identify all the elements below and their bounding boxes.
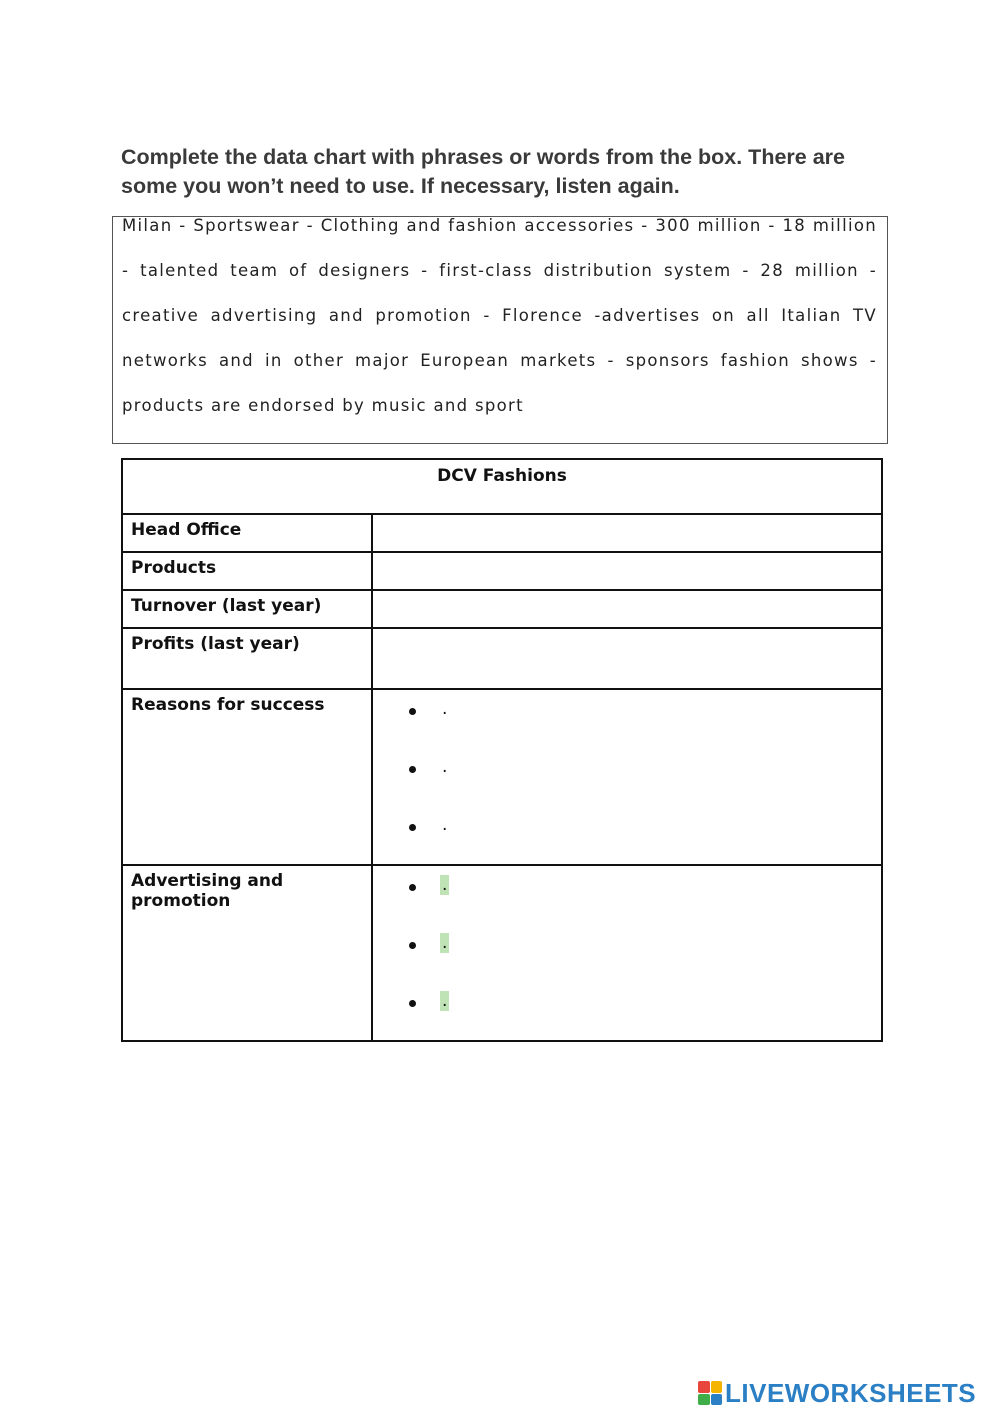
logo-text: LIVEWORKSHEETS (725, 1377, 977, 1408)
profits-label: Profits (last year) (122, 628, 372, 689)
bullet-icon (409, 766, 416, 773)
advertising-blank-2[interactable]: . (442, 933, 448, 953)
list-item (409, 982, 881, 1040)
bullet-icon (409, 942, 416, 949)
advertising-label: Advertising and promotion (122, 865, 372, 1041)
word-box-text: Milan - Sportswear - Clothing and fashion accessories - 300 million - 18 million - talented team of designers - first-class distribution system - 28 million - creative advertising and promotion - Florence -advertises on all Italian TV networks and in other major European markets - sponsors fashion shows - products are endorsed by music and sport (122, 216, 877, 415)
list-item (409, 748, 881, 806)
products-label: Products (122, 552, 372, 590)
reasons-list (373, 690, 881, 864)
profits-answer[interactable] (372, 628, 882, 689)
head-office-answer[interactable] (372, 514, 882, 552)
list-item (409, 690, 881, 748)
turnover-answer[interactable] (372, 590, 882, 628)
turnover-label: Turnover (last year) (122, 590, 372, 628)
logo-icon (698, 1381, 722, 1405)
word-box (112, 216, 888, 444)
advertising-blank-3[interactable]: . (442, 991, 448, 1011)
reasons-blank-2[interactable]: . (442, 757, 448, 777)
reasons-blank-1[interactable]: . (442, 699, 448, 719)
liveworksheets-logo (698, 1378, 976, 1408)
advertising-answer-cell (372, 865, 882, 1041)
bullet-icon (409, 708, 416, 715)
advertising-blank-1[interactable]: . (442, 875, 448, 895)
bullet-icon (409, 824, 416, 831)
reasons-blank-3[interactable]: . (442, 815, 448, 835)
products-answer[interactable] (372, 552, 882, 590)
reasons-answer-cell (372, 689, 882, 865)
data-chart (121, 458, 883, 1042)
list-item (409, 924, 881, 982)
advertising-list (373, 866, 881, 1040)
reasons-label: Reasons for success (122, 689, 372, 865)
bullet-icon (409, 884, 416, 891)
chart-title: DCV Fashions (122, 459, 882, 514)
head-office-label: Head Office (122, 514, 372, 552)
list-item (409, 806, 881, 864)
bullet-icon (409, 1000, 416, 1007)
instructions: Complete the data chart with phrases or words from the box. There are some you won’t need to use. If necessary, listen again. (121, 145, 845, 198)
list-item (409, 866, 881, 924)
